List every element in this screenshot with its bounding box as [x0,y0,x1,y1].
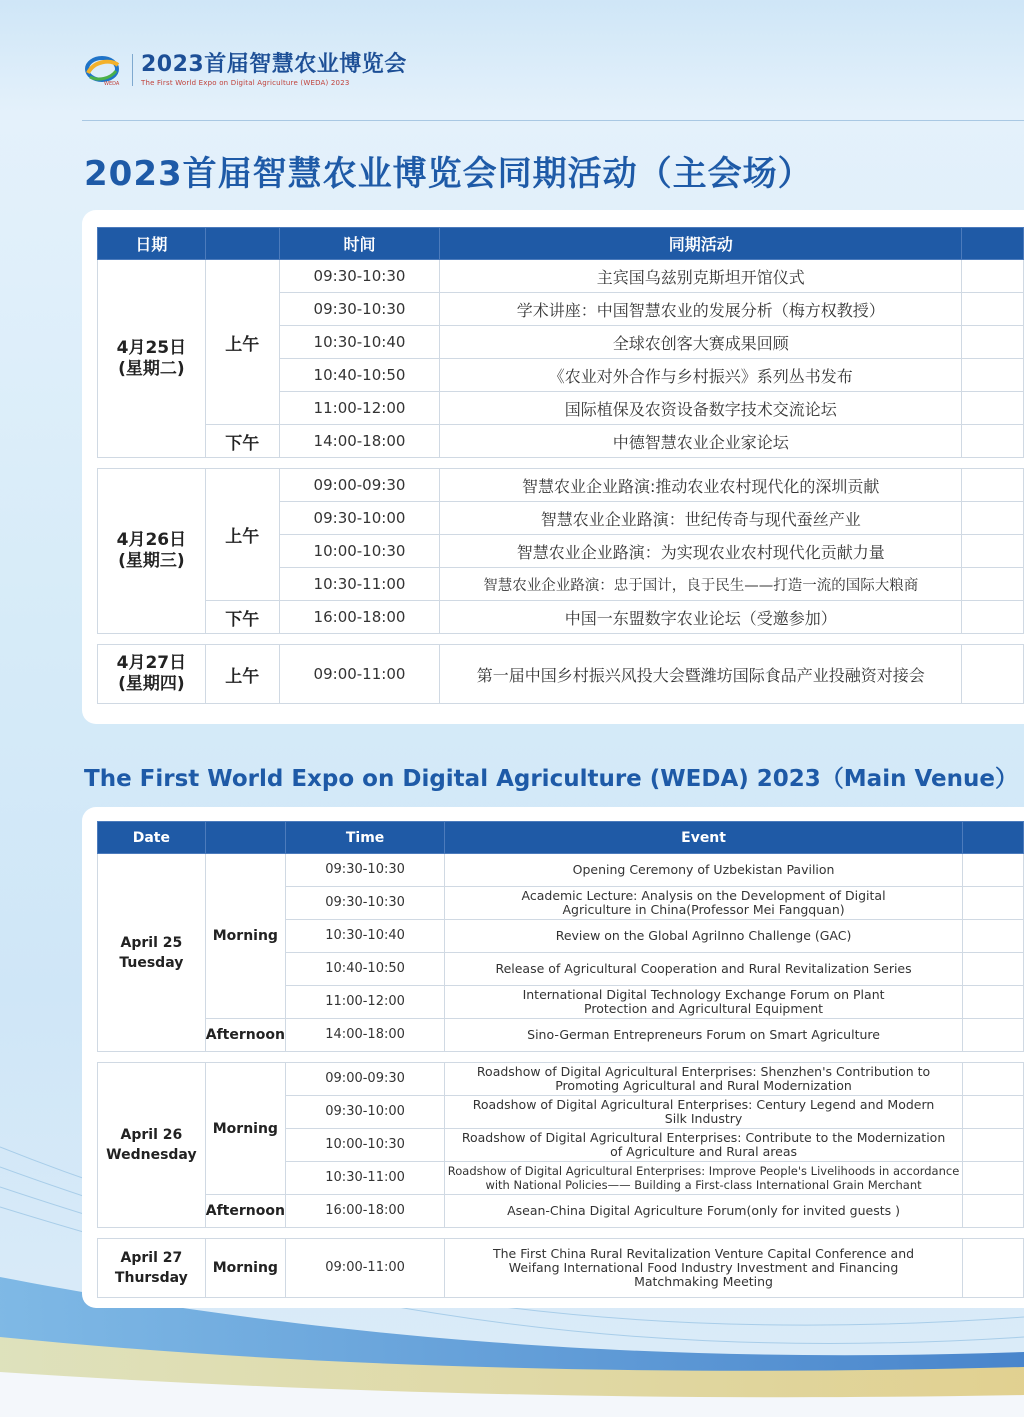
time-cell: 11:00-12:00 [285,986,444,1019]
date-label: 4月26日 [116,530,187,550]
header-event: Event [445,822,963,854]
header-title: 2023首届智慧农业博览会 [141,52,407,77]
event-cell: Roadshow of Digital Agricultural Enterprises: Improve People's Livelihoods in accordance with National Policies—— Building a First-class International Grain Merchant [445,1162,963,1195]
empty-cell [962,601,1024,634]
page-title-cn: 2023首届智慧农业博览会同期活动（主会场） [84,154,813,194]
date-cell [98,1063,206,1228]
event-cell: Review on the Global AgriInno Challenge (GAC) [445,920,963,953]
time-cell: 09:30-10:30 [279,260,440,293]
header-date: Date [98,822,206,854]
empty-cell [962,887,1023,920]
event-cell: 国际植保及农资设备数字技术交流论坛 [440,392,962,425]
time-cell: 10:40-10:50 [285,953,444,986]
event-cell: 中国一东盟数字农业论坛（受邀参加） [440,601,962,634]
table-row [98,260,1024,293]
event-cell: 《农业对外合作与乡村振兴》系列丛书发布 [440,359,962,392]
event-cell: The First China Rural Revitalization Venture Capital Conference and Weifang International Food Industry Investment and Financing Matchmaking Meeting [445,1239,963,1298]
time-cell: 09:30-10:00 [279,502,440,535]
empty-cell [962,854,1023,887]
time-cell: 14:00-18:00 [285,1019,444,1052]
empty-cell [962,392,1024,425]
date-cell [98,260,206,458]
table-row [98,1019,1024,1052]
time-cell: 11:00-12:00 [279,392,440,425]
event-cell: Opening Ceremony of Uzbekistan Pavilion [445,854,963,887]
time-cell: 10:00-10:30 [279,535,440,568]
period-afternoon: Afternoon [205,1195,285,1228]
time-cell: 09:00-11:00 [285,1239,444,1298]
period-afternoon: Afternoon [205,1019,285,1052]
weda-logo [82,53,124,87]
event-cell: Asean-China Digital Agriculture Forum(only for invited guests ) [445,1195,963,1228]
date-cell [98,854,206,1052]
weekday-label: Wednesday [106,1147,197,1163]
date-cell [98,1239,206,1298]
time-cell: 10:40-10:50 [279,359,440,392]
event-cell: 智慧农业企业路演：世纪传奇与现代蚕丝产业 [440,502,962,535]
empty-cell [962,920,1023,953]
empty-cell [962,1063,1023,1096]
period-morning: 上午 [205,260,279,425]
empty-cell [962,260,1024,293]
header-time: 时间 [279,228,440,260]
header-extra [962,228,1024,260]
event-cell: Roadshow of Digital Agricultural Enterprises: Contribute to the Modernization of Agriculture and Rural areas [445,1129,963,1162]
time-cell: 09:30-10:30 [285,854,444,887]
header-time: Time [285,822,444,854]
date-label: April 25 [120,934,183,951]
event-cell: 智慧农业企业路演:推动农业农村现代化的深圳贡献 [440,469,962,502]
event-cell: 中德智慧农业企业家论坛 [440,425,962,458]
event-cell: Roadshow of Digital Agricultural Enterprises: Shenzhen's Contribution to Promoting Agricultural and Rural Modernization [445,1063,963,1096]
event-cell: Academic Lecture: Analysis on the Development of Digital Agriculture in China(Professor Mei Fangquan) [445,887,963,920]
period-morning: Morning [205,1239,285,1298]
empty-cell [962,326,1024,359]
schedule-table-en [97,821,1024,1298]
header-rule [82,120,1024,121]
table-row [98,854,1024,887]
empty-cell [962,359,1024,392]
period-morning: 上午 [205,469,279,601]
time-cell: 16:00-18:00 [285,1195,444,1228]
empty-cell [962,293,1024,326]
period-afternoon: 下午 [205,425,279,458]
date-label: 4月25日 [116,337,187,358]
time-cell: 10:30-11:00 [285,1162,444,1195]
empty-cell [962,645,1024,704]
empty-cell [962,1195,1023,1228]
time-cell: 10:30-10:40 [279,326,440,359]
weekday-label: (星期四) [118,674,185,694]
table-row [98,1195,1024,1228]
day-gap [98,1052,1024,1063]
date-label: April 27 [120,1250,183,1266]
event-cell: International Digital Technology Exchange Forum on Plant Protection and Agricultural Equipment [445,986,963,1019]
header-event: 同期活动 [440,228,962,260]
table-row [98,469,1024,502]
header-period [205,228,279,260]
period-morning: Morning [205,854,285,1019]
svg-text:WEDA: WEDA [104,81,120,87]
empty-cell [962,535,1024,568]
empty-cell [962,953,1023,986]
event-cell: 智慧农业企业路演：忠于国计，良于民生——打造一流的国际大粮商 [440,568,962,601]
period-morning: 上午 [205,645,279,704]
header-period [205,822,285,854]
empty-cell [962,1239,1023,1298]
header-subtitle: The First World Expo on Digital Agriculture (WEDA) 2023 [141,79,350,87]
day-gap [98,634,1024,645]
event-cell: 主宾国乌兹别克斯坦开馆仪式 [440,260,962,293]
date-cell [98,645,206,704]
empty-cell [962,986,1023,1019]
schedule-table-cn [97,227,1024,704]
weekday-label: Tuesday [119,954,184,971]
event-cell: 学术讲座：中国智慧农业的发展分析（梅方权教授） [440,293,962,326]
table-row [98,601,1024,634]
time-cell: 16:00-18:00 [279,601,440,634]
date-label: 4月27日 [116,653,187,673]
time-cell: 10:00-10:30 [285,1129,444,1162]
table-row [98,1239,1024,1298]
time-cell: 09:00-11:00 [279,645,440,704]
weekday-label: (星期二) [118,358,185,379]
empty-cell [962,1162,1023,1195]
empty-cell [962,568,1024,601]
time-cell: 09:00-09:30 [279,469,440,502]
time-cell: 09:30-10:30 [279,293,440,326]
event-cell: 第一届中国乡村振兴风投大会暨潍坊国际食品产业投融资对接会 [440,645,962,704]
empty-cell [962,1019,1023,1052]
empty-cell [962,1129,1023,1162]
time-cell: 09:30-10:00 [285,1096,444,1129]
period-morning: Morning [205,1063,285,1195]
header-divider [132,54,133,86]
empty-cell [962,425,1024,458]
table-row [98,425,1024,458]
page-title-en: The First World Expo on Digital Agriculture (WEDA) 2023（Main Venue） [84,766,1018,792]
table-row [98,645,1024,704]
header-date: 日期 [98,228,206,260]
event-cell: Roadshow of Digital Agricultural Enterprises: Century Legend and Modern Silk Industry [445,1096,963,1129]
period-afternoon: 下午 [205,601,279,634]
date-cell [98,469,206,634]
event-cell: 全球农创客大赛成果回顾 [440,326,962,359]
weekday-label: Thursday [114,1270,188,1286]
weekday-label: (星期三) [118,551,185,571]
event-cell: Sino-German Entrepreneurs Forum on Smart Agriculture [445,1019,963,1052]
empty-cell [962,502,1024,535]
header-extra [962,822,1023,854]
empty-cell [962,1096,1023,1129]
date-label: April 26 [120,1127,183,1143]
event-cell: Release of Agricultural Cooperation and Rural Revitalization Series [445,953,963,986]
empty-cell [962,469,1024,502]
day-gap [98,1228,1024,1239]
day-gap [98,458,1024,469]
time-cell: 09:00-09:30 [285,1063,444,1096]
event-cell: 智慧农业企业路演：为实现农业农村现代化贡献力量 [440,535,962,568]
time-cell: 09:30-10:30 [285,887,444,920]
table-row [98,1063,1024,1096]
time-cell: 10:30-10:40 [285,920,444,953]
time-cell: 10:30-11:00 [279,568,440,601]
time-cell: 14:00-18:00 [279,425,440,458]
site-header [82,50,407,90]
